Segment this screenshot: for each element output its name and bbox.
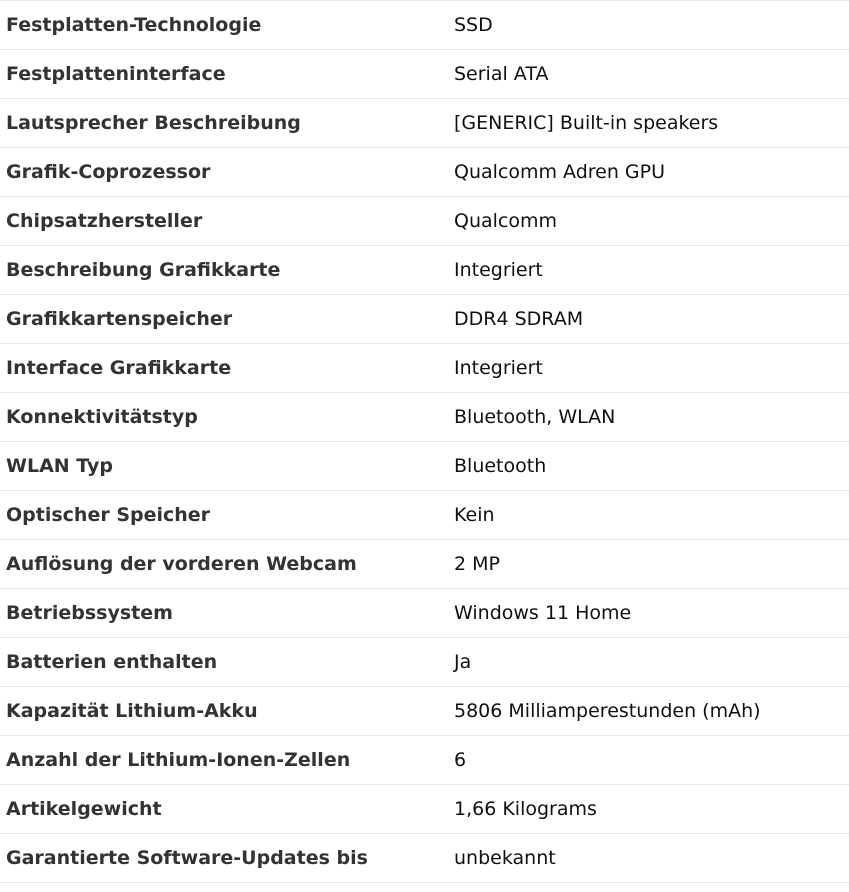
spec-label: Chipsatzhersteller xyxy=(6,210,203,232)
spec-label: Grafik-Coprozessor xyxy=(6,161,211,183)
spec-value: Integriert xyxy=(454,357,543,379)
spec-value: DDR4 SDRAM xyxy=(454,308,584,330)
spec-label: Kapazität Lithium-Akku xyxy=(6,700,258,722)
table-row xyxy=(0,99,849,148)
spec-label: Interface Grafikkarte xyxy=(6,357,232,379)
spec-label: Festplatten-Technologie xyxy=(6,14,262,36)
spec-label: Grafikkartenspeicher xyxy=(6,308,233,330)
spec-label: Lautsprecher Beschreibung xyxy=(6,112,301,134)
table-row xyxy=(0,785,849,834)
table-row xyxy=(0,491,849,540)
spec-label: Auflösung der vorderen Webcam xyxy=(6,553,357,575)
table-row xyxy=(0,540,849,589)
spec-value: Serial ATA xyxy=(454,63,549,85)
spec-label: Optischer Speicher xyxy=(6,504,211,526)
spec-table-body xyxy=(0,1,849,883)
spec-value: 1,66 Kilograms xyxy=(454,798,597,820)
spec-value: Qualcomm Adren GPU xyxy=(454,161,666,183)
table-row xyxy=(0,589,849,638)
table-row xyxy=(0,736,849,785)
spec-label: Betriebssystem xyxy=(6,602,173,624)
spec-value: unbekannt xyxy=(454,847,556,869)
spec-value: Bluetooth, WLAN xyxy=(454,406,616,428)
table-row xyxy=(0,1,849,50)
spec-value: Windows 11 Home xyxy=(454,602,632,624)
spec-label: Artikelgewicht xyxy=(6,798,162,820)
spec-value: 2 MP xyxy=(454,553,500,575)
table-row xyxy=(0,687,849,736)
spec-value: Kein xyxy=(454,504,495,526)
spec-label: WLAN Typ xyxy=(6,455,113,477)
spec-label: Garantierte Software-Updates bis xyxy=(6,847,368,869)
spec-label: Beschreibung Grafikkarte xyxy=(6,259,281,281)
spec-value: 5806 Milliamperestunden (mAh) xyxy=(454,700,761,722)
spec-label: Anzahl der Lithium-Ionen-Zellen xyxy=(6,749,351,771)
table-row xyxy=(0,197,849,246)
spec-value: Integriert xyxy=(454,259,543,281)
spec-value: 6 xyxy=(454,749,467,771)
table-row xyxy=(0,295,849,344)
spec-value: Bluetooth xyxy=(454,455,547,477)
table-row xyxy=(0,834,849,883)
spec-value: Ja xyxy=(454,651,472,673)
table-row xyxy=(0,344,849,393)
spec-value: [GENERIC] Built-in speakers xyxy=(454,112,719,134)
table-row xyxy=(0,148,849,197)
table-row xyxy=(0,393,849,442)
spec-label: Konnektivitätstyp xyxy=(6,406,198,428)
table-row xyxy=(0,442,849,491)
spec-label: Batterien enthalten xyxy=(6,651,218,673)
table-row xyxy=(0,246,849,295)
spec-value: Qualcomm xyxy=(454,210,558,232)
spec-value: SSD xyxy=(454,14,493,36)
table-row xyxy=(0,638,849,687)
spec-label: Festplatteninterface xyxy=(6,63,226,85)
table-row xyxy=(0,50,849,99)
